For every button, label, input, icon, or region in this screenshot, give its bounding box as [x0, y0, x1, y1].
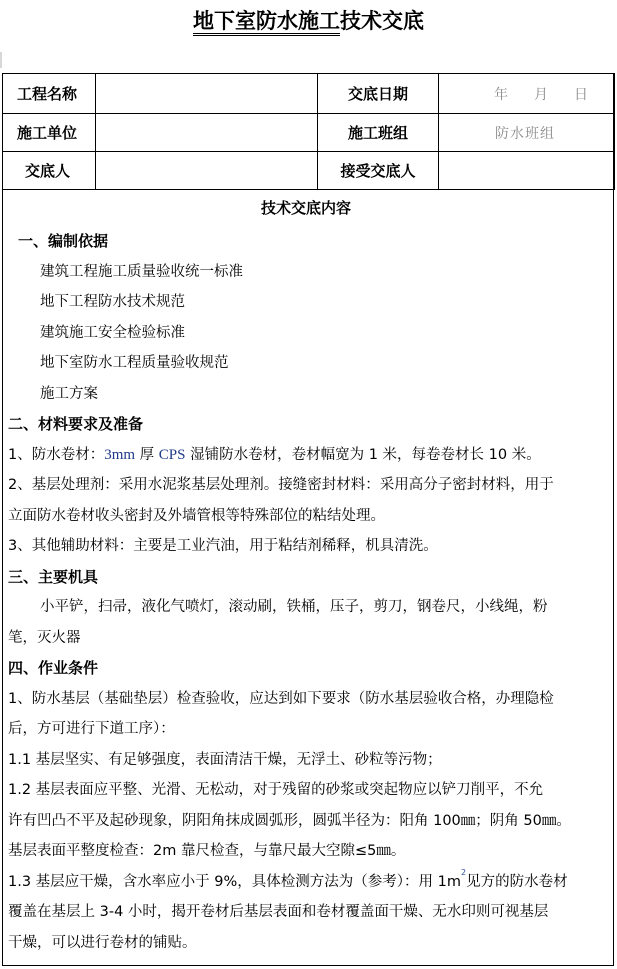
square-superscript: 2 — [461, 867, 467, 877]
value-construction-team[interactable] — [439, 114, 615, 152]
condition-line: 1、防水基层（基础垫层）检查验收，应达到如下要求（防水基层验收合格，办理隐检 — [8, 690, 554, 707]
material-line: 3、其他辅助材料：主要是工业汽油，用于粘结剂稀释，机具清洗。 — [8, 538, 438, 554]
label-handover-date: 交底日期 — [318, 74, 439, 114]
condition-line: 许有凹凸不平及起砂现象，阴阳角抹成圆弧形，圆弧半径为：阳角 100㎜；阴角 50㎜。 — [8, 812, 571, 829]
tools-line: 小平铲，扫帚，液化气喷灯，滚动刷，铁桶，压子，剪刀，钢卷尺，小线绳，粉 — [40, 599, 548, 615]
label-project-name: 工程名称 — [3, 74, 96, 114]
condition-line-moisture — [4, 867, 608, 898]
condition-line: 干燥，可以进行卷材的铺贴。 — [8, 934, 197, 951]
condition-line: 1.2 基层表面应平整、光滑、无松动，对于残留的砂浆或突起物应以铲刀削平，不允 — [8, 782, 544, 798]
condition-line: 覆盖在基层上 3-4 小时，揭开卷材后基层表面和卷材覆盖面干燥、无水印则可视基层 — [8, 904, 549, 920]
label-construction-unit: 施工单位 — [3, 114, 96, 152]
section-title-basis: 一、编制依据 — [18, 232, 109, 250]
info-table — [2, 73, 615, 190]
label-construction-team: 施工班组 — [318, 114, 439, 152]
moisture-after: 见方的防水卷材 — [466, 873, 568, 890]
content-body — [4, 190, 608, 958]
margin-marker — [0, 52, 2, 68]
value-handover-person[interactable] — [96, 152, 318, 190]
basis-item: 地下工程防水技术规范 — [40, 294, 185, 310]
condition-line: 1.1 基层坚实、有足够强度，表面清洁干燥，无浮土、砂粒等污物； — [8, 751, 442, 768]
material-line: 立面防水卷材收头密封及外墙管根等特殊部位的粘结处理。 — [8, 507, 385, 524]
document-title-rest: 技术交底 — [340, 9, 424, 33]
membrane-prefix: 1、防水卷材： — [8, 446, 105, 463]
basis-item: 施工方案 — [40, 385, 98, 402]
membrane-rest: 湿铺防水卷材，卷材幅宽为 1 米，每卷卷材长 10 米。 — [185, 446, 541, 463]
membrane-mid: 厚 — [135, 446, 159, 463]
section-title-tools: 三、主要机具 — [8, 567, 99, 586]
membrane-thickness: 3mm — [104, 446, 136, 463]
membrane-type: CPS — [158, 446, 186, 463]
basis-item: 地下室防水工程质量验收规范 — [40, 355, 229, 371]
material-line-waterproof-membrane — [4, 440, 608, 471]
value-construction-unit[interactable] — [96, 114, 318, 152]
info-row-project — [3, 74, 615, 114]
basis-item: 建筑工程施工质量验收统一标准 — [40, 263, 243, 280]
value-handover-date[interactable] — [439, 74, 615, 114]
material-line: 2、基层处理剂：采用水泥浆基层处理剂。接缝密封材料：采用高分子密封材料，用于 — [8, 477, 554, 493]
condition-line: 后，方可进行下道工序）： — [8, 721, 175, 737]
label-receiver: 接受交底人 — [318, 152, 439, 190]
basis-item: 建筑施工安全检验标准 — [40, 324, 185, 341]
section-title-materials: 二、材料要求及准备 — [8, 415, 144, 433]
value-receiver[interactable] — [439, 152, 615, 190]
label-handover-person: 交底人 — [3, 152, 96, 190]
tools-line: 笔，灭火器 — [8, 629, 81, 646]
content-heading: 技术交底内容 — [260, 199, 351, 217]
date-day-label: 日 — [574, 86, 588, 103]
info-row-unit — [3, 114, 615, 152]
date-month-label: 月 — [534, 86, 548, 103]
info-row-person — [3, 152, 615, 190]
document-title — [0, 6, 617, 36]
moisture-before: 1.3 基层应干燥，含水率应小于 9%，具体检测方法为（参考）：用 1m — [8, 873, 461, 890]
section-title-conditions: 四、作业条件 — [8, 659, 99, 677]
document-title-underlined: 地下室防水施工 — [193, 9, 340, 36]
date-year-label: 年 — [494, 86, 508, 103]
value-project-name[interactable] — [96, 74, 318, 114]
condition-line: 基层表面平整度检查：2m 靠尺检查，与靠尺最大空隙≤5㎜。 — [8, 843, 406, 859]
team-name: 防水班组 — [495, 125, 555, 142]
